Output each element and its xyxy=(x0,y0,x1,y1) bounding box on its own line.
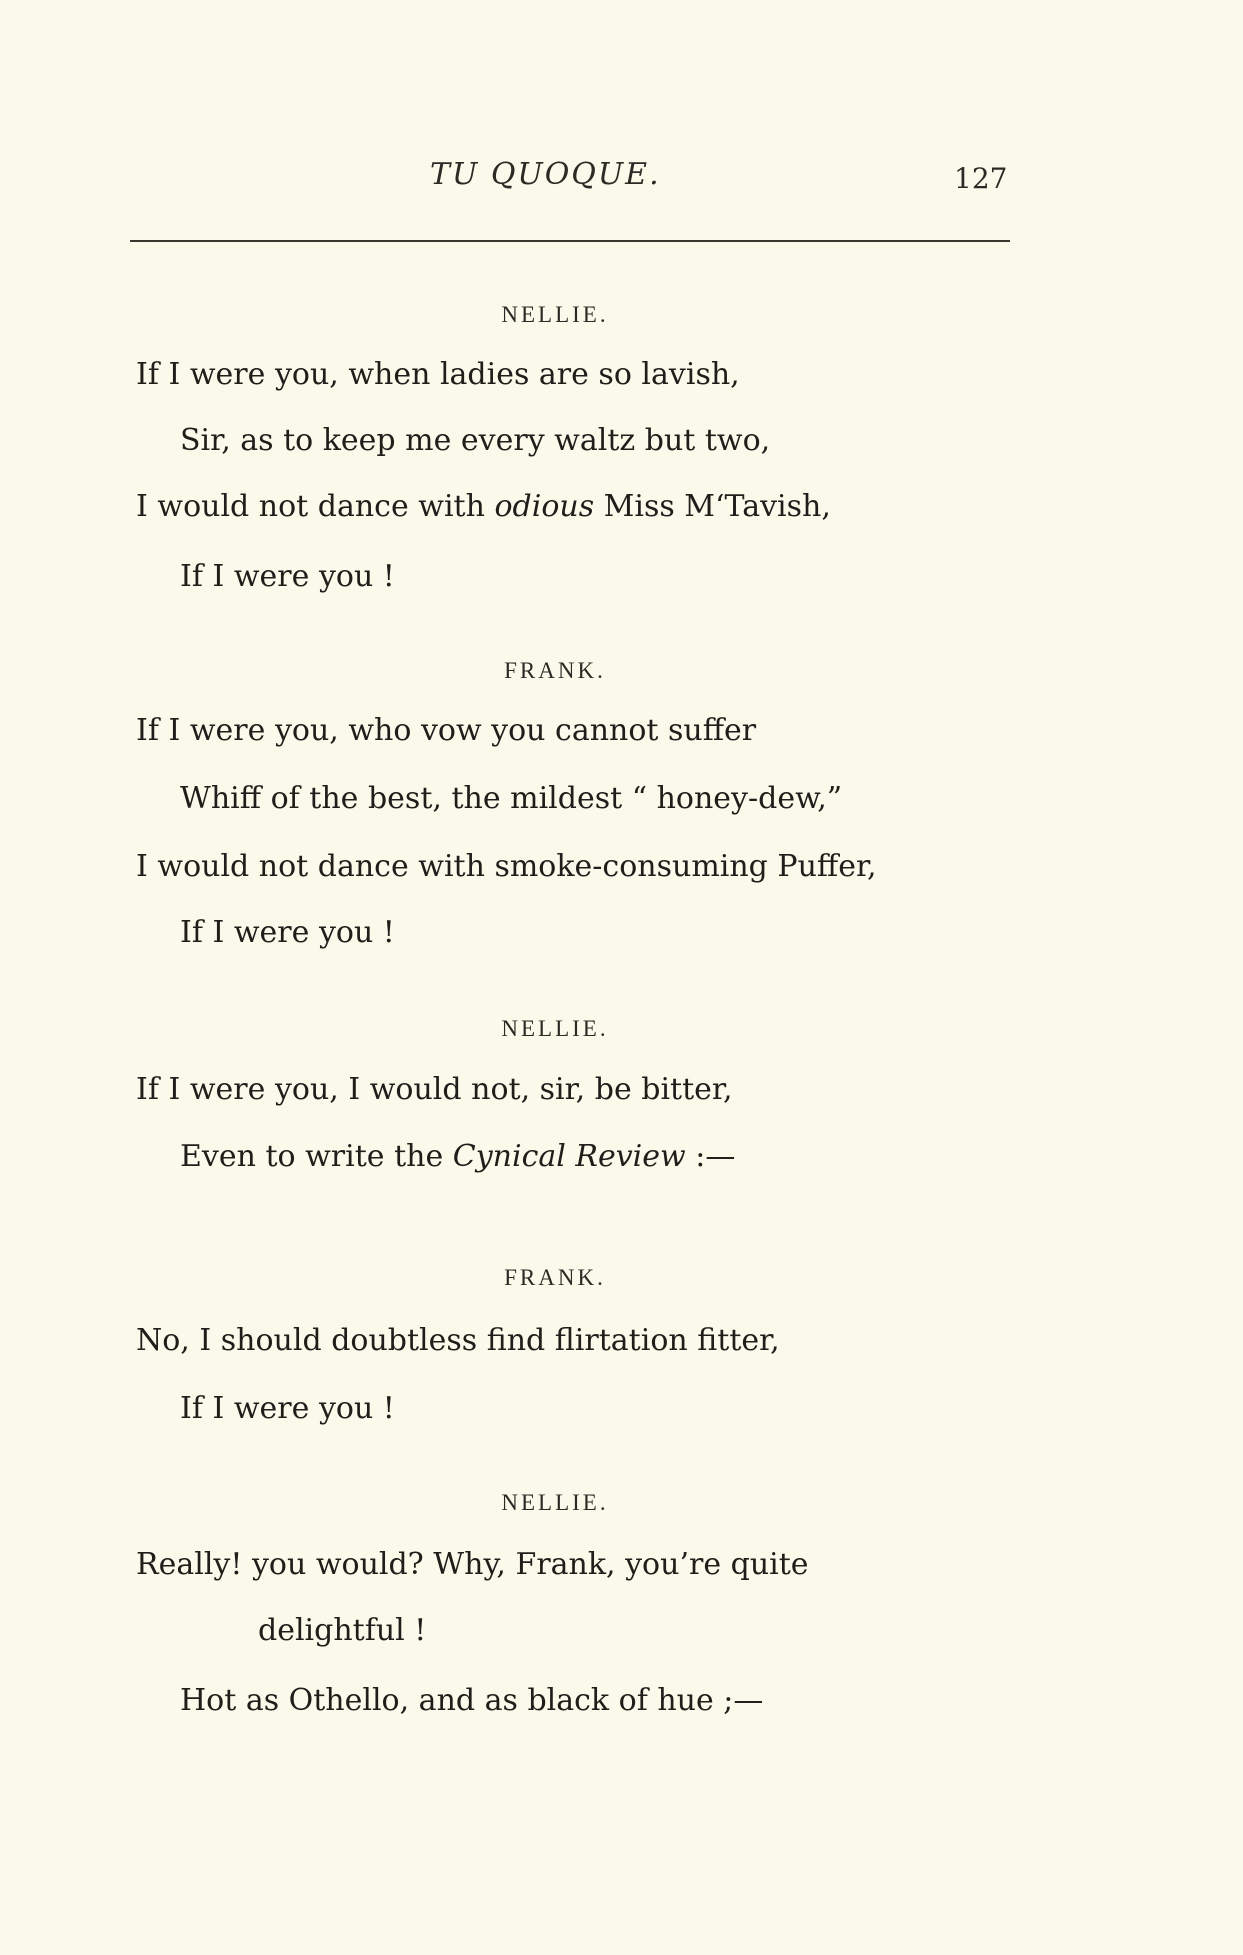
verse-line: Sir, as to keep me every waltz but two, xyxy=(180,423,771,458)
header-rule xyxy=(130,240,1010,242)
running-title: TU QUOQUE. xyxy=(430,157,661,192)
speaker-nellie: NELLIE. xyxy=(501,1490,609,1515)
verse-line: I would not dance with smoke-consuming Puffer, xyxy=(136,849,877,884)
verse-line: If I were you, who vow you cannot suffer xyxy=(136,713,757,748)
emphasis: odious xyxy=(494,489,595,524)
verse-line: If I were you, when ladies are so lavish, xyxy=(136,357,740,392)
verse-line: If I were you ! xyxy=(180,559,395,594)
verse-line: If I were you, I would not, sir, be bitter, xyxy=(136,1072,733,1107)
verse-line: Whiff of the best, the mildest “ honey-dew,” xyxy=(180,781,843,816)
speaker-frank: FRANK. xyxy=(504,1265,606,1290)
verse-line: Hot as Othello, and as black of hue ;— xyxy=(180,1683,764,1718)
verse-line: If I were you ! xyxy=(180,1391,395,1426)
speaker-frank: FRANK. xyxy=(504,658,606,683)
verse-line: No, I should doubtless find flirtation fitter, xyxy=(136,1323,780,1358)
verse-line: Even to write the Cynical Review :— xyxy=(180,1139,736,1174)
emphasis: Cynical Review xyxy=(452,1139,686,1174)
speaker-nellie: NELLIE. xyxy=(501,302,609,327)
page-number: 127 xyxy=(954,162,1008,195)
verse-line: If I were you ! xyxy=(180,915,395,950)
verse-line: Really! you would? Why, Frank, you’re quite xyxy=(136,1547,809,1582)
verse-line: I would not dance with odious Miss M‘Tavish, xyxy=(136,489,831,524)
verse-line: delightful ! xyxy=(258,1613,427,1648)
speaker-nellie: NELLIE. xyxy=(501,1016,609,1041)
